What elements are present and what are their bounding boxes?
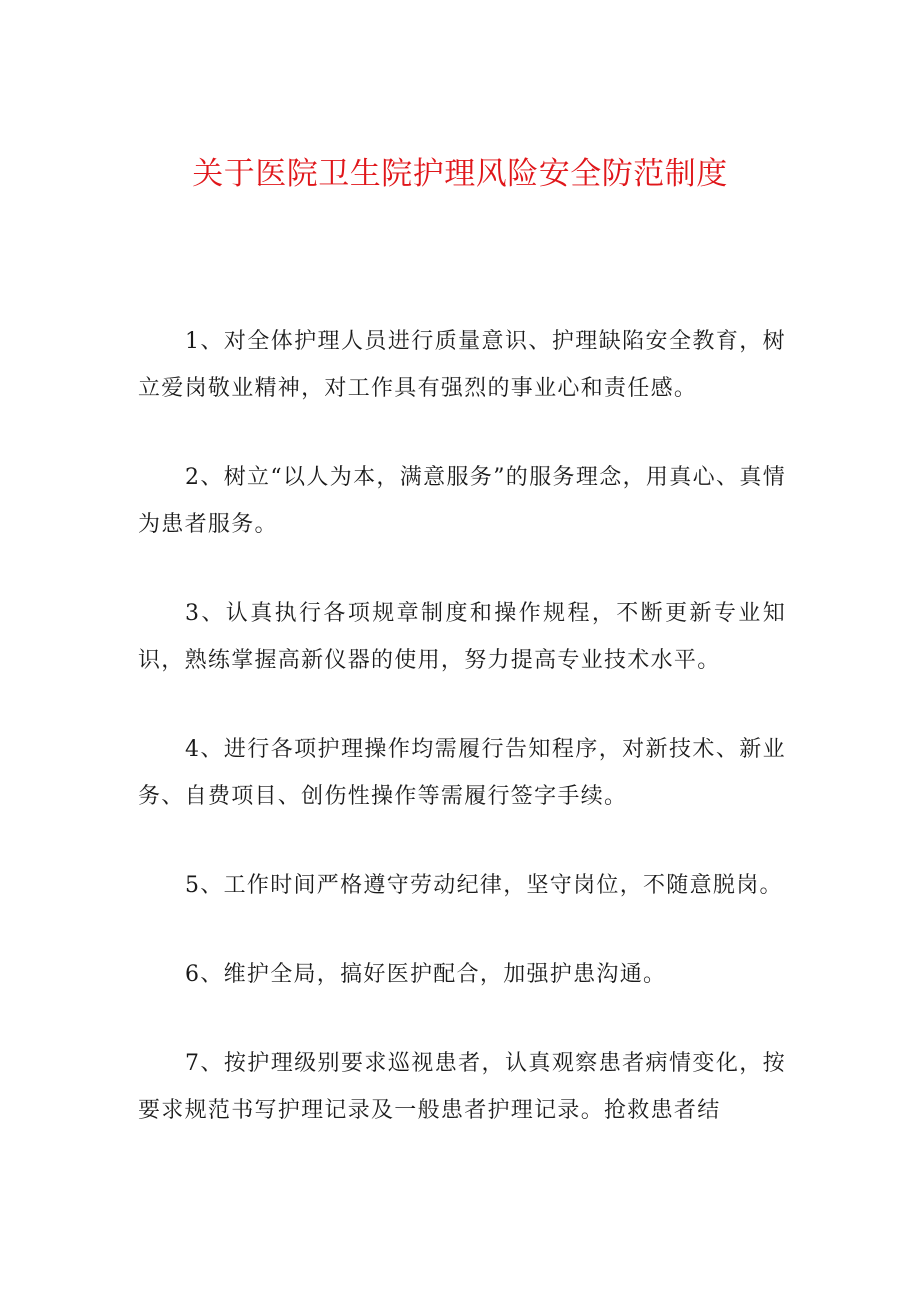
paragraph-3: 3、认真执行各项规章制度和操作规程，不断更新专业知识，熟练掌握高新仪器的使用，努力提高专业技术水平。 xyxy=(138,601,786,673)
document-body xyxy=(138,318,786,1176)
paragraph-4: 4、进行各项护理操作均需履行告知程序，对新技术、新业务、自费项目、创伤性操作等需履行签字手续。 xyxy=(138,737,786,809)
paragraph-5: 5、工作时间严格遵守劳动纪律，坚守岗位，不随意脱岗。 xyxy=(185,873,783,898)
paragraph-1: 1、对全体护理人员进行质量意识、护理缺陷安全教育，树立爱岗敬业精神，对工作具有强烈的事业心和责任感。 xyxy=(138,329,786,401)
document-title: 关于医院卫生院护理风险安全防范制度 xyxy=(192,156,728,192)
paragraph-2: 2、树立“以人为本，满意服务”的服务理念，用真心、真情为患者服务。 xyxy=(138,465,786,537)
paragraph-7: 7、按护理级别要求巡视患者，认真观察患者病情变化，按要求规范书写护理记录及一般患者护理记录。抢救患者结 xyxy=(138,1051,786,1123)
paragraph-6: 6、维护全局，搞好医护配合，加强护患沟通。 xyxy=(185,962,667,987)
